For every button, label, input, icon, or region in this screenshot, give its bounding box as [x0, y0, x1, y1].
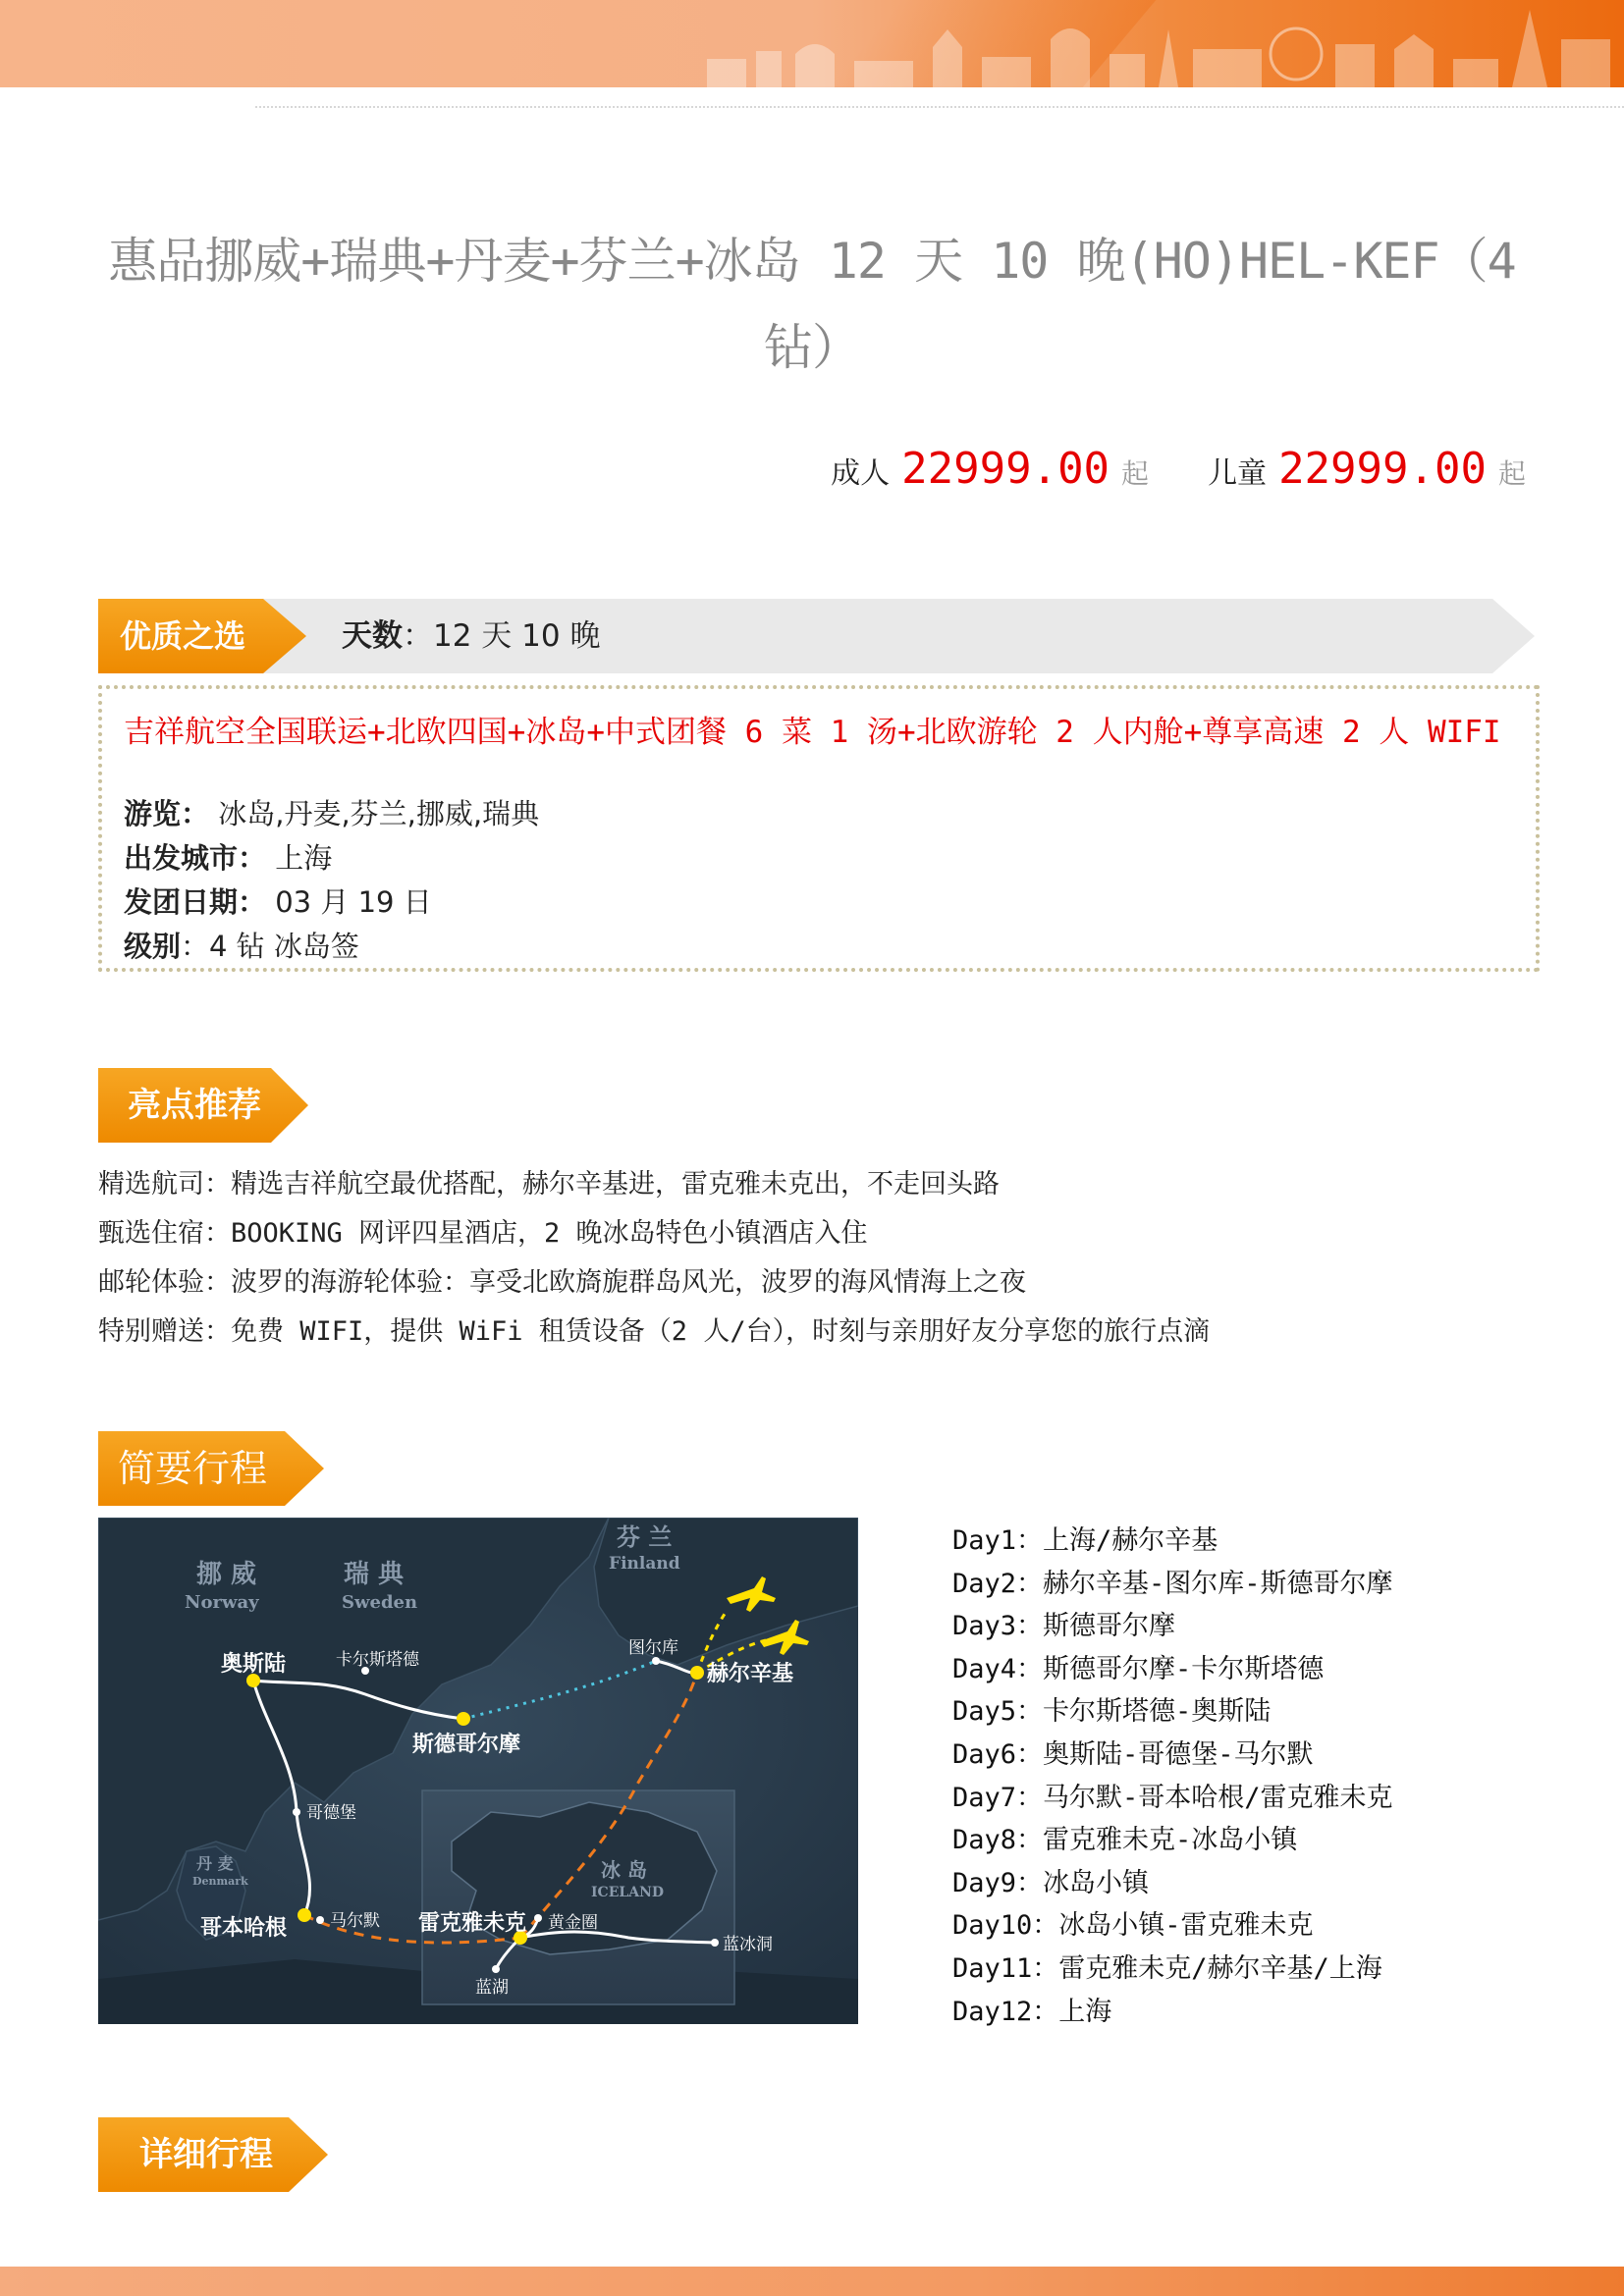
country-sweden-cn: 瑞 典: [344, 1560, 405, 1589]
highlights-tag-label: 亮点推荐: [128, 1086, 261, 1125]
info-box: [98, 685, 1540, 972]
city-dot-helsinki: [690, 1666, 704, 1680]
city-dot-blue-lagoon: [492, 1965, 500, 1973]
child-price-unit: 起: [1497, 457, 1526, 490]
quality-tag: 优质之选: [120, 617, 246, 655]
itinerary-day: Day8：雷克雅未克-冰岛小镇: [952, 1825, 1298, 1856]
top-dotted-rule: [255, 106, 1624, 108]
adult-price-value: 22999.00: [901, 444, 1110, 494]
days-text: [342, 599, 600, 673]
city-label-malmo: 马尔默: [330, 1911, 380, 1931]
city-value: 上海: [275, 841, 333, 875]
days-value: ：12 天 10 晚: [403, 618, 601, 654]
city-label-golden-circle: 黄金圈: [548, 1913, 598, 1933]
city-label-reykjavik: 雷克雅未克: [418, 1911, 527, 1936]
city-dot-stockholm: [457, 1712, 470, 1726]
bottom-bar: [0, 2267, 1624, 2296]
itinerary-day: Day9：冰岛小镇: [952, 1867, 1150, 1898]
city-label: 出发城市：: [124, 841, 267, 875]
page-title: 惠品挪威+瑞典+丹麦+芬兰+冰岛 12 天 10 晚(HO)HEL-KEF（4钻）: [108, 233, 1516, 376]
highlight-item: 邮轮体验：波罗的海游轮体验：享受北欧旖旎群岛风光，波罗的海风情海上之夜: [98, 1267, 1026, 1298]
country-iceland-cn: 冰 岛: [601, 1858, 647, 1882]
city-dot-turku: [652, 1657, 660, 1665]
level-label: 级别: [124, 930, 182, 963]
country-norway-cn: 挪 威: [196, 1560, 257, 1589]
detail-itinerary-tag: [98, 2117, 334, 2192]
city-dot-golden-circle: [534, 1914, 542, 1922]
country-denmark-cn: 丹 麦: [196, 1854, 234, 1873]
city-dot-copenhagen: [298, 1908, 311, 1922]
country-denmark-en: Denmark: [192, 1875, 248, 1888]
itinerary-day: Day7：马尔默-哥本哈根/雷克雅未克: [952, 1782, 1393, 1813]
tour-line: [124, 792, 539, 832]
price-row: [831, 444, 1526, 494]
city-label-copenhagen: 哥本哈根: [200, 1916, 288, 1941]
city-line: [124, 836, 332, 877]
city-label-turku: 图尔库: [628, 1638, 678, 1658]
brief-tag-label: 简要行程: [118, 1447, 268, 1490]
product-slogan: 吉祥航空全国联运+北欧四国+冰岛+中式团餐 6 菜 1 汤+北欧游轮 2 人内舱+尊享高速 2 人 WIFI: [124, 715, 1501, 750]
country-finland-en: Finland: [609, 1554, 680, 1574]
level-value: ：4 钻 冰岛签: [181, 930, 359, 963]
country-finland-cn: 芬 兰: [617, 1522, 673, 1551]
highlight-item: 精选航司：精选吉祥航空最优搭配，赫尔辛基进，雷克雅未克出，不走回头路: [98, 1169, 1000, 1200]
itinerary-list: [952, 1520, 1591, 2033]
city-skyline-decoration: [687, 0, 1624, 87]
highlight-item: 甄选住宿：BOOKING 网评四星酒店，2 晚冰岛特色小镇酒店入住: [98, 1218, 868, 1249]
quality-bar: [98, 599, 1535, 673]
tour-label: 游览：: [124, 797, 210, 830]
city-dot-gothenburg: [293, 1808, 300, 1816]
top-banner: [0, 0, 1624, 87]
highlight-item: 特别赠送：免费 WIFI，提供 WiFi 租赁设备（2 人/台），时刻与亲朋好友分享您的旅行点滴: [98, 1316, 1211, 1347]
days-label: 天数: [342, 618, 403, 654]
tour-value: 冰岛,丹麦,芬兰,挪威,瑞典: [218, 797, 540, 830]
adult-price-unit: 起: [1121, 457, 1150, 490]
itinerary-day: Day1：上海/赫尔辛基: [952, 1525, 1218, 1556]
itinerary-day: Day12：上海: [952, 1996, 1112, 2027]
city-dot-ice-cave: [711, 1939, 719, 1947]
city-label-stockholm: 斯德哥尔摩: [412, 1733, 521, 1757]
country-norway-en: Norway: [185, 1592, 259, 1613]
itinerary-day: Day6：奥斯陆-哥德堡-马尔默: [952, 1738, 1314, 1770]
itinerary-day: Day10：冰岛小镇-雷克雅未克: [952, 1910, 1314, 1942]
city-label-gothenburg: 哥德堡: [306, 1803, 356, 1823]
brief-itinerary-tag: [98, 1431, 330, 1506]
city-label-blue-lagoon: 蓝湖: [475, 1978, 509, 1998]
date-value: 03 月 19 日: [275, 885, 432, 919]
route-map: [98, 1518, 858, 2024]
quality-bar-shape: [98, 599, 1535, 673]
itinerary-day: Day3：斯德哥尔摩: [952, 1611, 1176, 1642]
itinerary-day: Day11：雷克雅未克/赫尔辛基/上海: [952, 1952, 1382, 1984]
city-label-ice-cave: 蓝冰洞: [723, 1935, 773, 1954]
city-label-oslo: 奥斯陆: [221, 1652, 287, 1677]
adult-price-label: 成人: [831, 456, 891, 491]
itinerary-day: Day4：斯德哥尔摩-卡尔斯塔德: [952, 1653, 1325, 1684]
highlights-tag: [98, 1068, 314, 1143]
city-label-helsinki: 赫尔辛基: [707, 1662, 794, 1686]
itinerary-day: Day2：赫尔辛基-图尔库-斯德哥尔摩: [952, 1568, 1393, 1599]
child-price-label: 儿童: [1208, 456, 1268, 491]
city-label-karlstad: 卡尔斯塔德: [336, 1650, 419, 1670]
city-dot-malmo: [316, 1916, 324, 1924]
itinerary-day: Day5：卡尔斯塔德-奥斯陆: [952, 1696, 1272, 1728]
country-iceland-en: ICELAND: [591, 1885, 665, 1900]
detail-tag-label: 详细行程: [139, 2135, 273, 2174]
date-label: 发团日期：: [124, 885, 267, 919]
country-sweden-en: Sweden: [342, 1592, 418, 1613]
date-line: [124, 881, 432, 921]
child-price-value: 22999.00: [1278, 444, 1487, 494]
level-line: [124, 925, 359, 965]
